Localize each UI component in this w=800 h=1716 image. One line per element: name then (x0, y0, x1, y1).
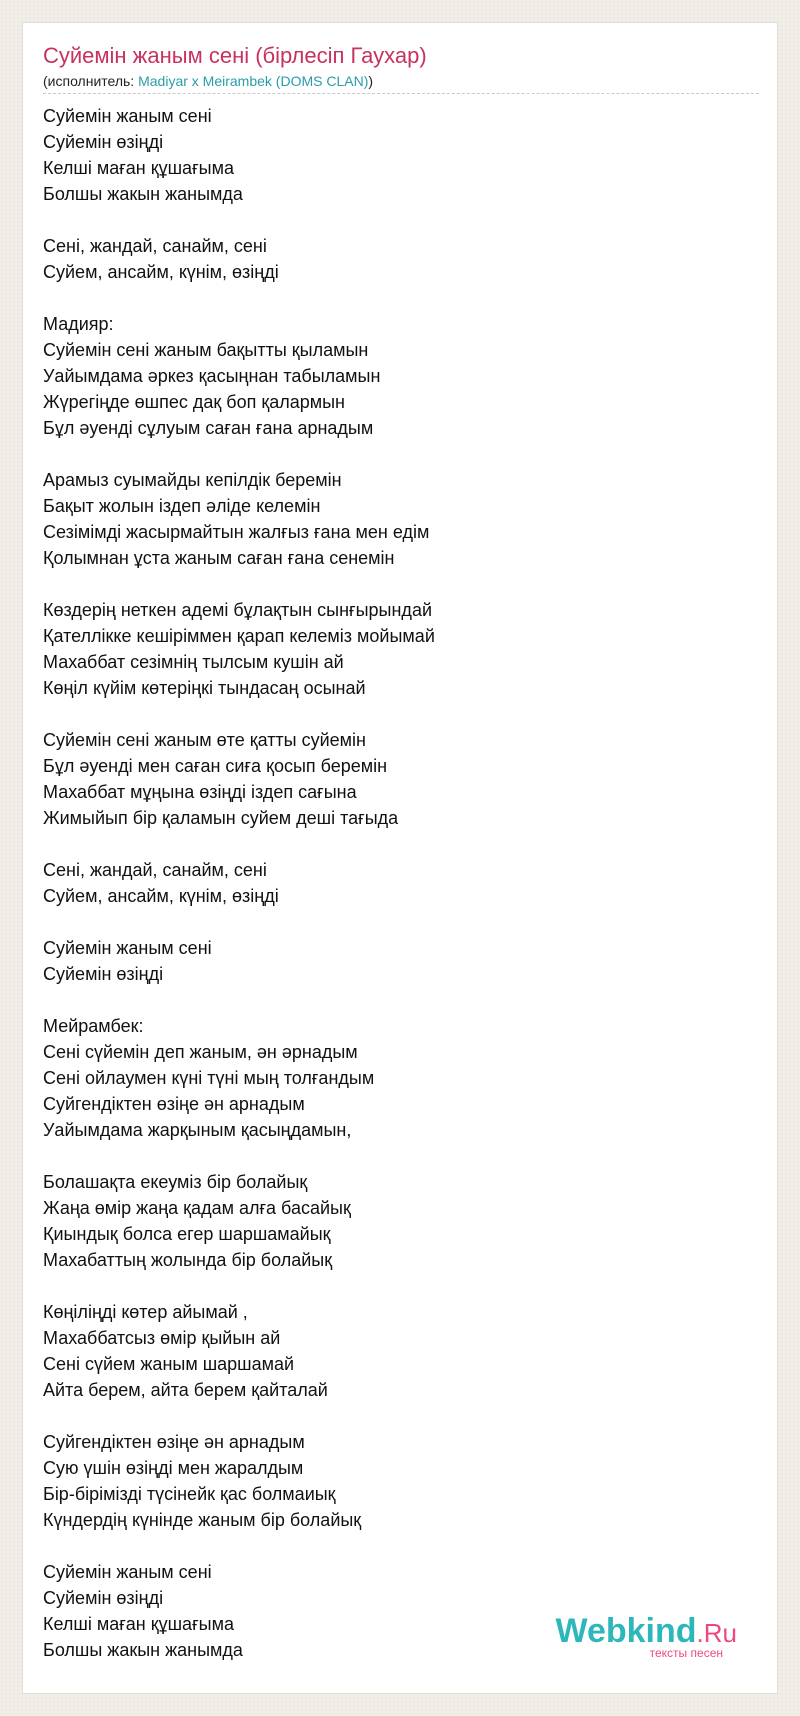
webkind-logo (555, 1613, 737, 1659)
lyrics-line: Бақыт жолын іздеп әліде келемін (43, 496, 321, 516)
lyrics-line: Суйемін жаным сені (43, 938, 212, 958)
lyrics-line: Қиындық болса егер шаршамайық (43, 1224, 331, 1244)
lyrics-line: Қолымнан ұста жаным саған ғана сенемін (43, 548, 395, 568)
lyrics-line: Мадияр: (43, 314, 114, 334)
lyrics-stanza (43, 233, 763, 285)
performer-link[interactable]: Madiyar x Meirambek (DOMS CLAN) (138, 73, 369, 89)
lyrics-line: Мейрамбек: (43, 1016, 144, 1036)
lyrics-line: Махаббат мұңына өзіңді іздеп сағына (43, 782, 357, 802)
lyrics-stanza (43, 1169, 763, 1273)
lyrics-line: Уайымдама әркез қасыңнан табыламын (43, 366, 381, 386)
logo-tld: .Ru (696, 1618, 737, 1648)
lyrics-line: Суйемін өзіңді (43, 1588, 164, 1608)
lyrics-line: Келші маған құшағыма (43, 158, 234, 178)
lyrics-line: Суйемін жаным сені (43, 1562, 212, 1582)
lyrics-line: Көңіл күйім көтеріңкі тындасаң осынай (43, 678, 366, 698)
lyrics-stanza (43, 103, 763, 207)
lyrics-line: Болшы жакын жанымда (43, 1640, 243, 1660)
performer-prefix: (исполнитель: (43, 73, 139, 89)
lyrics-line: Сені сүйемін деп жаным, ән әрнадым (43, 1042, 358, 1062)
lyrics-line: Суйемін сені жаным өте қатты суйемін (43, 730, 366, 750)
lyrics-stanza (43, 1429, 763, 1533)
lyrics-stanza (43, 1299, 763, 1403)
lyrics-line: Арамыз суымайды кепілдік беремін (43, 470, 342, 490)
lyrics-line: Сені сүйем жаным шаршамай (43, 1354, 295, 1374)
lyrics-card (22, 22, 778, 1694)
lyrics-stanza (43, 467, 763, 571)
lyrics-line: Көңіліңді көтер айымай , (43, 1302, 248, 1322)
lyrics-line: Суйем, ансайм, күнім, өзіңді (43, 886, 279, 906)
lyrics-line: Күндердің күнінде жаным бір болайық (43, 1510, 362, 1530)
lyrics-line: Сені ойлаумен күні түні мың толғандым (43, 1068, 375, 1088)
lyrics-line: Сую үшін өзіңді мен жаралдым (43, 1458, 304, 1478)
lyrics-line: Жимыйып бір қаламын суйем деші тағыда (43, 808, 399, 828)
lyrics-line: Көздерің неткен адемі бұлақтын сынғырындай (43, 600, 433, 620)
lyrics-line: Болшы жакын жанымда (43, 184, 243, 204)
lyrics-line: Суйгендіктен өзіңе ән арнадым (43, 1094, 305, 1114)
logo-brand: Webkind (555, 1612, 697, 1650)
lyrics-line: Бұл әуенді мен саған сиға қосып беремін (43, 756, 388, 776)
lyrics-line: Махаббат сезімнің тылсым кушін ай (43, 652, 344, 672)
lyrics-line: Келші маған құшағыма (43, 1614, 234, 1634)
lyrics-body (43, 103, 763, 1689)
lyrics-line: Бір-бірімізді түсінейк қас болмаиық (43, 1484, 336, 1504)
song-title: Суйемін жаным сені (бірлесіп Гаухар) (43, 43, 427, 68)
lyrics-line: Суйем, ансайм, күнім, өзіңді (43, 262, 279, 282)
lyrics-line: Уайымдама жарқыным қасыңдамын, (43, 1120, 352, 1140)
lyrics-stanza (43, 597, 763, 701)
lyrics-line: Болашақта екеуміз бір болайық (43, 1172, 308, 1192)
lyrics-line: Сені, жандай, санайм, сені (43, 860, 267, 880)
lyrics-stanza (43, 727, 763, 831)
lyrics-line: Суйемін өзіңді (43, 964, 164, 984)
lyrics-stanza (43, 311, 763, 441)
lyrics-stanza (43, 1013, 763, 1143)
performer-line (43, 71, 759, 91)
lyrics-line: Суйемін сені жаным бақытты қыламын (43, 340, 369, 360)
song-header (43, 41, 759, 94)
lyrics-line: Суйгендіктен өзіңе ән арнадым (43, 1432, 305, 1452)
lyrics-line: Махаббатсыз өмір қыйын ай (43, 1328, 281, 1348)
lyrics-line: Махабаттың жолында бір болайық (43, 1250, 333, 1270)
lyrics-line: Суйемін өзіңді (43, 132, 164, 152)
lyrics-line: Жаңа өмір жаңа қадам алға басайық (43, 1198, 351, 1218)
lyrics-line: Сезімімді жасырмайтын жалғыз ғана мен едім (43, 522, 430, 542)
lyrics-line: Айта берем, айта берем қайталай (43, 1380, 328, 1400)
lyrics-stanza (43, 857, 763, 909)
lyrics-line: Суйемін жаным сені (43, 106, 212, 126)
lyrics-stanza (43, 935, 763, 987)
lyrics-line: Жүрегіңде өшпес дақ боп қалармын (43, 392, 345, 412)
performer-suffix: ) (368, 73, 374, 89)
lyrics-line: Бұл әуенді сұлуым саған ғана арнадым (43, 418, 374, 438)
lyrics-line: Қателлікке кешіріммен қарап келеміз мойымай (43, 626, 435, 646)
logo-tagline: тексты песен (649, 1646, 723, 1660)
lyrics-line: Сені, жандай, санайм, сені (43, 236, 267, 256)
